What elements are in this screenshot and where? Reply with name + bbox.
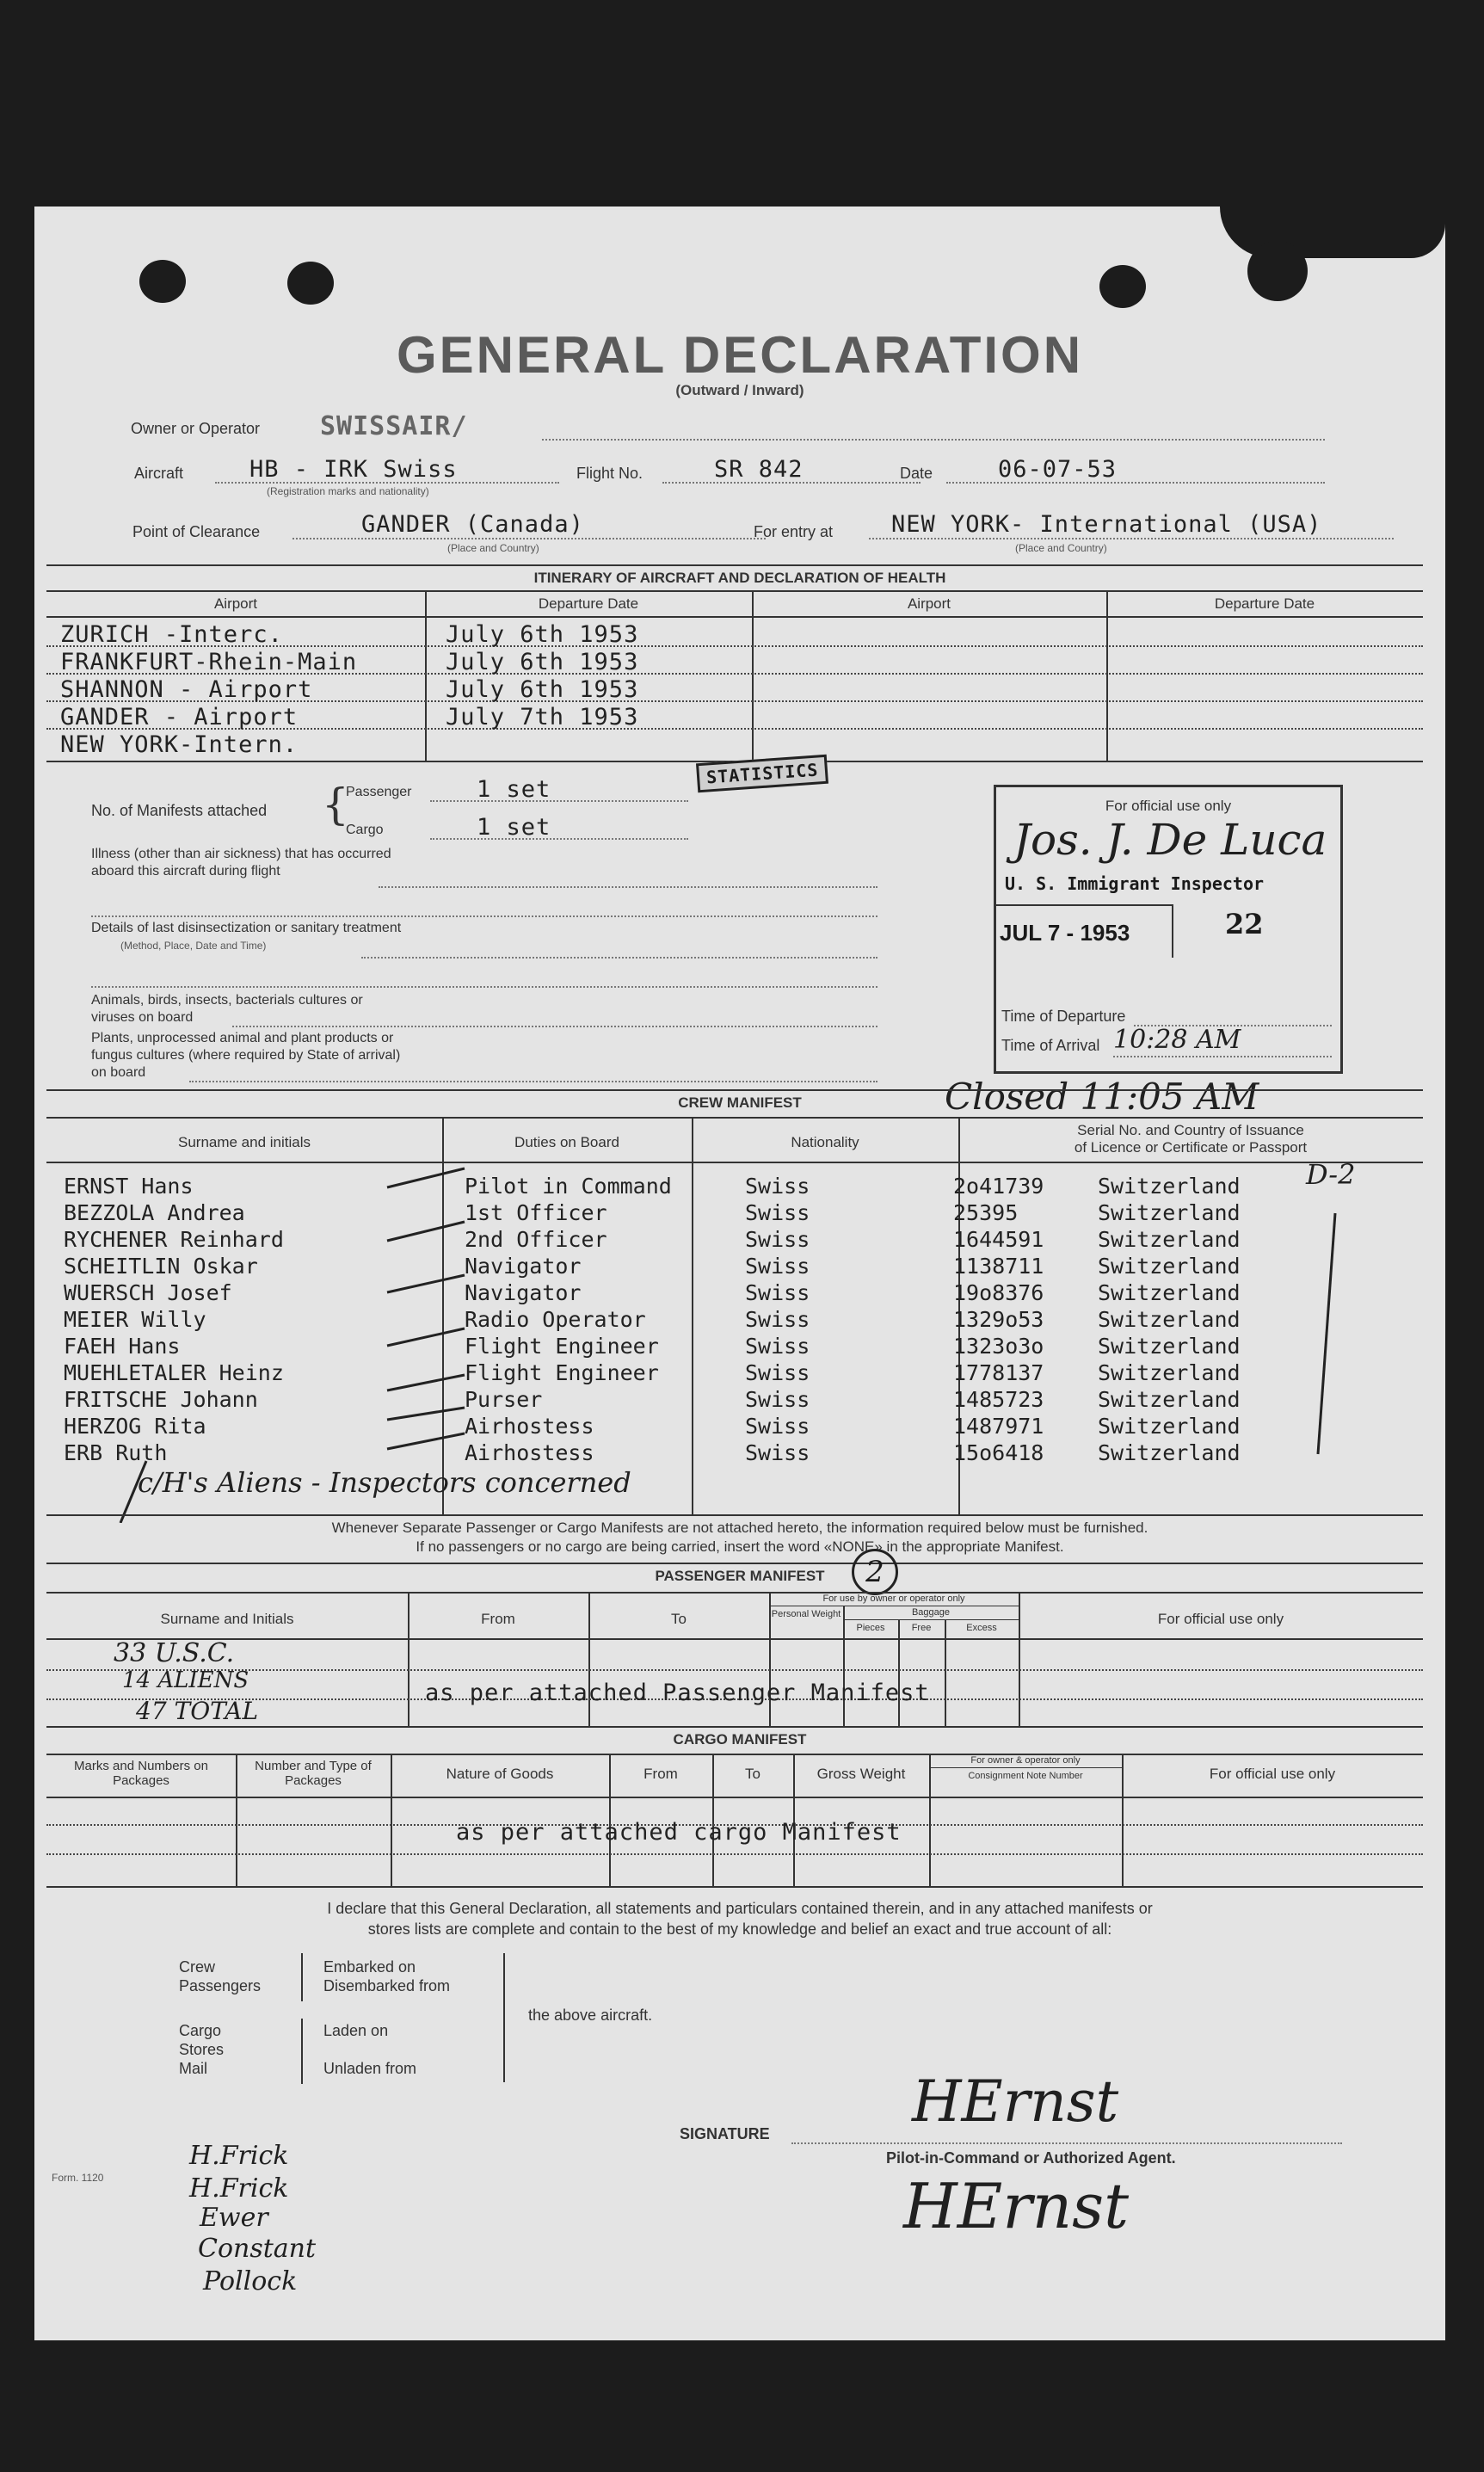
margin-name: H.Frick <box>189 2141 289 2171</box>
animals-label: viruses on board <box>91 1010 194 1025</box>
passenger-hand-note: 33 U.S.C. <box>114 1638 235 1668</box>
form-number: Form. 1120 <box>52 2172 104 2184</box>
passenger-free-header: Free <box>911 1623 932 1633</box>
crew-title: CREW MANIFEST <box>678 1094 802 1111</box>
crew-serial: 2o41739 <box>953 1174 1044 1199</box>
owner-value: SWISSAIR/ <box>320 411 468 441</box>
rule <box>46 1117 1423 1119</box>
inspector-label: U. S. Immigrant Inspector <box>1005 873 1265 894</box>
passenger-hand-note: 14 ALIENS <box>122 1668 249 1693</box>
rule <box>929 1767 1122 1768</box>
entry-value: NEW YORK- International (USA) <box>891 511 1322 538</box>
rule <box>46 1726 1423 1728</box>
itinerary-date: July 6th 1953 <box>446 676 639 703</box>
cargo-weight-header: Gross Weight <box>816 1766 906 1782</box>
crew-country: Switzerland <box>1098 1254 1241 1279</box>
punch-hole <box>139 260 186 303</box>
manifests-label: No. of Manifests attached <box>91 802 268 819</box>
stamp-number: 22 <box>1225 908 1264 940</box>
crew-nationality: Swiss <box>745 1387 810 1412</box>
clearance-hint: (Place and Country) <box>447 542 539 554</box>
disinsect-hint: (Method, Place, Date and Time) <box>120 940 267 952</box>
instructions-line: If no passengers or no cargo are being carried, insert the word «NONE» in the appropriate Manifest. <box>416 1538 1064 1555</box>
crew-nationality: Swiss <box>745 1254 810 1279</box>
crew-duty: Flight Engineer <box>465 1334 659 1359</box>
rule <box>430 800 688 802</box>
cargo-official-header: For official use only <box>1209 1766 1336 1782</box>
rule <box>1106 590 1108 762</box>
rule <box>46 1089 1423 1091</box>
rule <box>425 590 427 762</box>
itinerary-date: July 6th 1953 <box>446 621 639 648</box>
rule <box>46 1563 1423 1564</box>
disinsect-label: Details of last disinsectization or sanitary treatment <box>91 921 402 935</box>
crew-serial: 1485723 <box>953 1387 1044 1412</box>
decl-passengers: Passengers <box>179 1977 262 1994</box>
crew-nationality: Swiss <box>745 1360 810 1385</box>
signatory-label: Pilot-in-Command or Authorized Agent. <box>886 2149 1176 2167</box>
itinerary-airport: FRANKFURT-Rhein-Main <box>60 649 358 675</box>
rule <box>189 1081 877 1082</box>
crew-name: FAEH Hans <box>64 1334 181 1359</box>
aircraft-hint: (Registration marks and nationality) <box>267 485 429 497</box>
crew-country: Switzerland <box>1098 1334 1241 1359</box>
rule <box>898 1619 900 1726</box>
crew-nationality: Swiss <box>745 1280 810 1305</box>
departure-time-label: Time of Departure <box>1001 1008 1126 1025</box>
rule <box>46 1853 1423 1855</box>
cargo-manifest-label: Cargo <box>346 823 384 837</box>
illness-label: aboard this aircraft during flight <box>91 864 280 878</box>
crew-country: Switzerland <box>1098 1174 1241 1199</box>
crew-country: Switzerland <box>1098 1387 1241 1412</box>
decl-cargo: Cargo <box>179 2022 222 2039</box>
crew-country: Switzerland <box>1098 1307 1241 1332</box>
date-label: Date <box>900 465 933 482</box>
crew-duty: Pilot in Command <box>465 1174 672 1199</box>
brace-left: { <box>322 780 349 829</box>
arrival-time-value: 10:28 AM <box>1113 1025 1241 1055</box>
crew-name: MUEHLETALER Heinz <box>64 1360 284 1385</box>
passenger-to-header: To <box>671 1611 687 1627</box>
cargo-title: CARGO MANIFEST <box>673 1731 807 1748</box>
itinerary-airport: SHANNON - Airport <box>60 676 313 703</box>
closed-note: Closed 11:05 AM <box>945 1076 1259 1118</box>
flight-label: Flight No. <box>576 465 643 482</box>
cargo-marks-header: Marks and Numbers on Packages <box>74 1759 208 1788</box>
punch-hole <box>1099 265 1146 308</box>
rule <box>46 564 1423 566</box>
rule <box>301 1953 303 2001</box>
margin-name: H.Frick <box>189 2173 289 2204</box>
clearance-line <box>292 538 766 539</box>
crew-nationality: Swiss <box>745 1414 810 1439</box>
crew-name-header: Surname and initials <box>177 1134 311 1150</box>
crew-duty: 2nd Officer <box>465 1227 607 1252</box>
arrival-time-label: Time of Arrival <box>1001 1037 1100 1054</box>
decl-embarked: Embarked on <box>323 1958 416 1976</box>
inspector-signature: Jos. J. De Luca <box>1013 815 1327 865</box>
decl-stores: Stores <box>179 2041 225 2058</box>
crew-name: ERNST Hans <box>64 1174 194 1199</box>
plants-label: fungus cultures (where required by State of arrival) <box>91 1048 401 1063</box>
entry-line <box>869 538 1394 539</box>
date-line <box>946 482 1325 484</box>
decl-above-aircraft: the above aircraft. <box>528 2007 653 2024</box>
passenger-baggage-header: Baggage <box>911 1607 951 1618</box>
itinerary-date: July 6th 1953 <box>446 649 639 675</box>
official-use-title: For official use only <box>1105 798 1232 814</box>
cargo-number-header: Number and Type of Packages <box>255 1759 372 1788</box>
rule <box>361 957 877 959</box>
crew-duty: 1st Officer <box>465 1200 607 1225</box>
cargo-manifest-value: 1 set <box>477 814 551 841</box>
crew-country: Switzerland <box>1098 1360 1241 1385</box>
crew-serial: 19o8376 <box>953 1280 1044 1305</box>
itinerary-date: July 7th 1953 <box>446 704 639 731</box>
decl-crew: Crew <box>179 1958 216 1976</box>
rule <box>46 1669 1423 1671</box>
crew-serial: 25395 <box>953 1200 1019 1225</box>
crew-duty: Radio Operator <box>465 1307 646 1332</box>
margin-name: Pollock <box>203 2266 298 2296</box>
declaration-form <box>34 207 1445 2340</box>
crew-duty: Flight Engineer <box>465 1360 659 1385</box>
clearance-value: GANDER (Canada) <box>361 511 584 538</box>
crew-name: WUERSCH Josef <box>64 1280 232 1305</box>
passenger-manifest-note: as per attached Passenger Manifest <box>425 1680 930 1706</box>
crew-duty: Airhostess <box>465 1440 594 1465</box>
itinerary-airport: NEW YORK-Intern. <box>60 731 299 758</box>
rule <box>46 1797 1423 1798</box>
crew-serial: 1778137 <box>953 1360 1044 1385</box>
passenger-name-header: Surname and Initials <box>160 1611 294 1627</box>
crew-serial: 1323o3o <box>953 1334 1044 1359</box>
crew-nationality: Swiss <box>745 1334 810 1359</box>
instructions-line: Whenever Separate Passenger or Cargo Manifests are not attached hereto, the information required below must be furnished. <box>331 1520 1148 1536</box>
plants-label: on board <box>91 1065 146 1080</box>
crew-nationality: Swiss <box>745 1440 810 1465</box>
owner-line <box>542 439 1325 441</box>
crew-duty: Navigator <box>465 1280 582 1305</box>
rule <box>46 616 1423 618</box>
itinerary-departure-header: Departure Date <box>538 595 639 612</box>
aircraft-value: HB - IRK Swiss <box>249 456 458 483</box>
captain-signature-second: HErnst <box>903 2170 1130 2242</box>
passenger-weight-header: Personal Weight <box>771 1609 841 1619</box>
crew-serial: 1329o53 <box>953 1307 1044 1332</box>
cargo-manifest-note: as per attached cargo Manifest <box>456 1819 902 1846</box>
entry-label: For entry at <box>754 523 834 540</box>
crew-country: Switzerland <box>1098 1227 1241 1252</box>
illness-label: Illness (other than air sickness) that has occurred <box>91 847 391 861</box>
crew-serial: 1644591 <box>953 1227 1044 1252</box>
rule <box>46 1754 1423 1755</box>
captain-signature: HErnst <box>912 2068 1119 2135</box>
rule <box>46 1514 1423 1516</box>
aircraft-line <box>215 482 559 484</box>
torn-corner <box>1220 207 1445 258</box>
crew-country: Switzerland <box>1098 1200 1241 1225</box>
cargo-consign-header: Consignment Note Number <box>968 1771 1083 1781</box>
entry-hint: (Place and Country) <box>1015 542 1107 554</box>
passenger-circled-number: 2 <box>852 1549 898 1595</box>
crew-serial: 1138711 <box>953 1254 1044 1279</box>
date-value: 06-07-53 <box>998 456 1118 483</box>
decl-disembarked: Disembarked from <box>323 1977 451 1994</box>
passenger-hand-note: 47 TOTAL <box>136 1697 259 1725</box>
flight-line <box>662 482 921 484</box>
crew-margin-note: D-2 <box>1306 1158 1356 1191</box>
passenger-owner-header: For use by owner or operator only <box>822 1594 965 1604</box>
decl-laden: Laden on <box>323 2022 389 2039</box>
torn-corner <box>1247 241 1308 301</box>
margin-name: Ewer <box>200 2203 268 2233</box>
itinerary-airport: ZURICH -Interc. <box>60 621 283 648</box>
crew-name: FRITSCHE Johann <box>64 1387 258 1412</box>
rule <box>46 1886 1423 1888</box>
form-subtitle: (Outward / Inward) <box>675 382 804 398</box>
crew-serial-header: of Licence or Certificate or Passport <box>1074 1139 1308 1156</box>
passenger-excess-header: Excess <box>966 1623 997 1633</box>
rule <box>379 886 877 888</box>
crew-duties-header: Duties on Board <box>514 1134 619 1150</box>
flight-value: SR 842 <box>714 456 804 483</box>
passenger-pieces-header: Pieces <box>856 1623 885 1633</box>
crew-serial-header: Serial No. and Country of Issuance <box>1077 1122 1304 1138</box>
crew-nationality: Swiss <box>745 1200 810 1225</box>
clearance-label: Point of Clearance <box>132 523 261 540</box>
margin-name: Constant <box>198 2234 317 2264</box>
rule <box>843 1619 1019 1620</box>
stamp-date: JUL 7 - 1953 <box>1000 920 1130 946</box>
rule <box>232 1026 877 1027</box>
itinerary-airport-header: Airport <box>213 595 258 612</box>
itinerary-departure-header: Departure Date <box>1214 595 1315 612</box>
declaration-text: I declare that this General Declaration, all statements and particulars contained therein, and in any attached manifests or <box>327 1900 1153 1917</box>
crew-name: HERZOG Rita <box>64 1414 206 1439</box>
crew-country: Switzerland <box>1098 1414 1241 1439</box>
rule <box>46 590 1423 592</box>
crew-country: Switzerland <box>1098 1280 1241 1305</box>
signature-line <box>791 2142 1342 2144</box>
crew-name: BEZZOLA Andrea <box>64 1200 245 1225</box>
rule <box>752 590 754 762</box>
crew-name: ERB Ruth <box>64 1440 168 1465</box>
itinerary-airport: GANDER - Airport <box>60 704 299 731</box>
rule <box>46 1638 1423 1640</box>
crew-serial: 1487971 <box>953 1414 1044 1439</box>
crew-duty: Navigator <box>465 1254 582 1279</box>
rule <box>91 986 877 988</box>
form-title: GENERAL DECLARATION <box>396 326 1084 384</box>
itinerary-title: ITINERARY OF AIRCRAFT AND DECLARATION OF HEALTH <box>533 570 946 586</box>
crew-nationality: Swiss <box>745 1227 810 1252</box>
aircraft-label: Aircraft <box>134 465 184 482</box>
passenger-title: PASSENGER MANIFEST <box>655 1568 825 1584</box>
crew-bottom-note: c/H's Aliens - Inspectors concerned <box>138 1466 631 1499</box>
crew-duty: Airhostess <box>465 1414 594 1439</box>
crew-nationality: Swiss <box>745 1174 810 1199</box>
rule <box>301 2019 303 2084</box>
animals-label: Animals, birds, insects, bacterials cultures or <box>91 993 363 1008</box>
rule <box>1113 1056 1332 1057</box>
rule <box>46 1592 1423 1594</box>
declaration-text: stores lists are complete and contain to the best of my knowledge and belief an exact and true account of all: <box>367 1920 1112 1938</box>
itinerary-airport-header: Airport <box>907 595 951 612</box>
passenger-manifest-label: Passenger <box>346 785 412 799</box>
punch-hole <box>287 262 334 305</box>
crew-nationality: Swiss <box>745 1307 810 1332</box>
rule <box>430 838 688 840</box>
crew-serial: 15o6418 <box>953 1440 1044 1465</box>
signature-label: SIGNATURE <box>680 2125 770 2142</box>
passenger-from-header: From <box>481 1611 515 1627</box>
decl-mail: Mail <box>179 2060 208 2077</box>
crew-country: Switzerland <box>1098 1440 1241 1465</box>
decl-unladen: Unladen from <box>323 2060 417 2077</box>
crew-name: MEIER Willy <box>64 1307 206 1332</box>
statistics-stamp: STATISTICS <box>696 755 828 793</box>
crew-duty: Purser <box>465 1387 543 1412</box>
cargo-to-header: To <box>745 1766 760 1782</box>
owner-label: Owner or Operator <box>131 420 261 437</box>
crew-name: SCHEITLIN Oskar <box>64 1254 258 1279</box>
cargo-owner-header: For owner & operator only <box>970 1755 1081 1766</box>
passenger-official-header: For official use only <box>1157 1611 1284 1627</box>
cargo-from-header: From <box>643 1766 678 1782</box>
crew-name: RYCHENER Reinhard <box>64 1227 284 1252</box>
official-use-box <box>994 785 1343 1074</box>
plants-label: Plants, unprocessed animal and plant products or <box>91 1031 394 1045</box>
rule <box>945 1619 946 1726</box>
rule <box>503 1953 505 2082</box>
rule <box>91 915 877 917</box>
cargo-nature-header: Nature of Goods <box>446 1766 554 1782</box>
passenger-manifest-value: 1 set <box>477 776 551 803</box>
crew-nationality-header: Nationality <box>791 1134 859 1150</box>
